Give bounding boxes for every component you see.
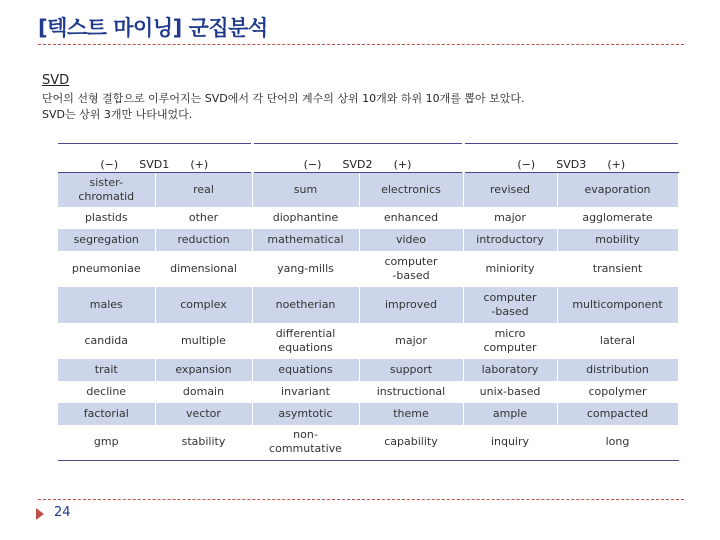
table-row (58, 403, 678, 425)
table-body (58, 173, 678, 461)
table-row (58, 359, 678, 381)
table-row (58, 251, 678, 287)
table-cell: non- commutative (252, 425, 359, 461)
table-cell: mobility (557, 229, 678, 251)
svd2-header (252, 144, 463, 173)
table-cell: unix-based (463, 381, 557, 403)
svd-table-container (58, 143, 678, 461)
table-cell: asymtotic (252, 403, 359, 425)
description (42, 91, 682, 123)
negative-label: (−) (517, 158, 536, 171)
negative-label: (−) (100, 158, 119, 171)
table-row (58, 323, 678, 359)
table-cell: micro computer (463, 323, 557, 359)
table-cell: other (155, 207, 252, 229)
table-row (58, 287, 678, 323)
table-cell: miniority (463, 251, 557, 287)
table-cell: compacted (557, 403, 678, 425)
table-cell: long (557, 425, 678, 461)
table-cell: sister- chromatid (58, 173, 155, 207)
svd1-header (58, 144, 252, 173)
table-cell: sum (252, 173, 359, 207)
table-cell: major (359, 323, 463, 359)
table-row (58, 173, 678, 207)
table-cell: decline (58, 381, 155, 403)
table-cell: vector (155, 403, 252, 425)
table-cell: laboratory (463, 359, 557, 381)
table-header-row (58, 144, 678, 173)
table-cell: males (58, 287, 155, 323)
table-cell: computer -based (463, 287, 557, 323)
table-row (58, 381, 678, 403)
table-cell: enhanced (359, 207, 463, 229)
table-cell: domain (155, 381, 252, 403)
table-cell: factorial (58, 403, 155, 425)
table-cell: invariant (252, 381, 359, 403)
table-cell: computer -based (359, 251, 463, 287)
table-row (58, 229, 678, 251)
svd3-header (463, 144, 678, 173)
table-cell: capability (359, 425, 463, 461)
table-cell: equations (252, 359, 359, 381)
positive-label: (+) (393, 158, 412, 171)
table-cell: reduction (155, 229, 252, 251)
slide-title: [텍스트 마이닝] 군집분석 (38, 16, 268, 40)
table-cell: evaporation (557, 173, 678, 207)
description-line: SVD는 상위 3개만 나타내었다. (42, 108, 193, 121)
table-cell: segregation (58, 229, 155, 251)
table-cell: yang-mills (252, 251, 359, 287)
table-cell: major (463, 207, 557, 229)
negative-label: (−) (303, 158, 322, 171)
positive-label: (+) (190, 158, 209, 171)
svd-name: SVD3 (556, 158, 587, 171)
table-cell: dimensional (155, 251, 252, 287)
table-cell: complex (155, 287, 252, 323)
table-cell: plastids (58, 207, 155, 229)
table-cell: support (359, 359, 463, 381)
section-heading: SVD (42, 73, 70, 88)
page-marker-icon (36, 508, 44, 520)
table-cell: ample (463, 403, 557, 425)
table-cell: theme (359, 403, 463, 425)
table-cell: copolymer (557, 381, 678, 403)
page-number: 24 (54, 505, 71, 520)
table-cell: differential equations (252, 323, 359, 359)
title-divider (38, 44, 684, 45)
table-cell: distribution (557, 359, 678, 381)
table-row (58, 207, 678, 229)
table-cell: diophantine (252, 207, 359, 229)
table-cell: trait (58, 359, 155, 381)
table-cell: lateral (557, 323, 678, 359)
table-cell: instructional (359, 381, 463, 403)
svd-name: SVD2 (342, 158, 373, 171)
table-cell: improved (359, 287, 463, 323)
table-cell: agglomerate (557, 207, 678, 229)
table-cell: candida (58, 323, 155, 359)
positive-label: (+) (607, 158, 626, 171)
table-cell: gmp (58, 425, 155, 461)
table-cell: multicomponent (557, 287, 678, 323)
description-line: 단어의 선형 결합으로 이루어지는 SVD에서 각 단어의 계수의 상위 10개와 하위 10개를 뽑아 보았다. (42, 92, 525, 105)
table-cell: mathematical (252, 229, 359, 251)
table-cell: noetherian (252, 287, 359, 323)
table-cell: video (359, 229, 463, 251)
table-cell: revised (463, 173, 557, 207)
table-cell: pneumoniae (58, 251, 155, 287)
table-cell: stability (155, 425, 252, 461)
table-cell: introductory (463, 229, 557, 251)
footer-divider (38, 499, 684, 500)
table-cell: real (155, 173, 252, 207)
svd-table (58, 143, 679, 461)
svd-name: SVD1 (139, 158, 170, 171)
table-cell: inquiry (463, 425, 557, 461)
table-cell: electronics (359, 173, 463, 207)
table-cell: multiple (155, 323, 252, 359)
table-cell: transient (557, 251, 678, 287)
table-row (58, 425, 678, 461)
table-cell: expansion (155, 359, 252, 381)
